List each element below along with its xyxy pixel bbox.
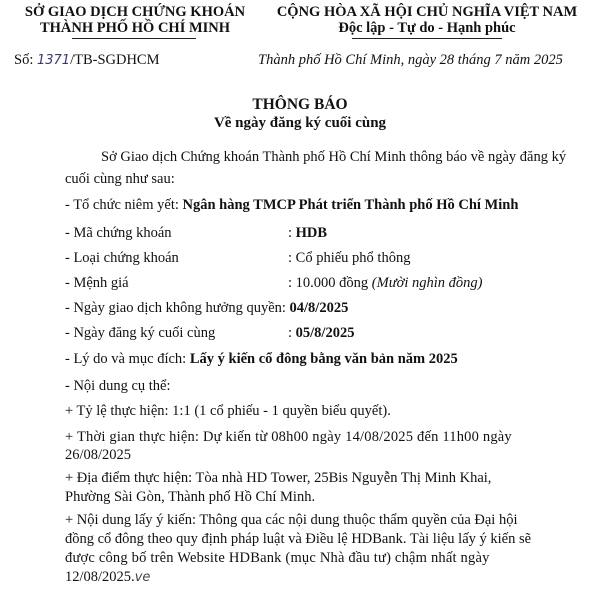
- purpose-row: [65, 351, 458, 368]
- notice-title: THÔNG BÁO: [252, 96, 348, 113]
- security-code-value: HDB: [295, 225, 328, 241]
- national-motto: [262, 4, 592, 36]
- nation-line-2: Độc lập - Tự do - Hạnh phúc: [338, 20, 516, 36]
- security-code-separator: :: [288, 225, 293, 241]
- record-date-row: [288, 325, 354, 342]
- venue-line-1: + Địa điểm thực hiện: Tòa nhà HD Tower, 25Bis Nguyễn Thị Minh Khai,: [65, 470, 492, 486]
- issuer-value: Ngân hàng TMCP Phát triển Thành phố Hồ Chí Minh: [182, 197, 519, 213]
- ex-right-date-label: - Ngày giao dịch không hưởng quyền:: [65, 300, 286, 316]
- par-value-label: - Mệnh giá: [65, 275, 129, 291]
- consultation-line-2: đồng cổ đông theo quy định pháp luật và Điều lệ HDBank. Tài liệu lấy ý kiến sẽ: [65, 531, 532, 547]
- security-code-label: - Mã chứng khoán: [65, 225, 172, 241]
- handwritten-initial: ve: [134, 570, 151, 585]
- record-date-label: - Ngày đăng ký cuối cùng: [65, 325, 216, 341]
- intro-line-1: Sở Giao dịch Chứng khoán Thành phố Hồ Chí Minh thông báo về ngày đăng ký: [101, 149, 567, 165]
- record-date-separator: :: [288, 325, 293, 341]
- intro-line-2: cuối cùng như sau:: [65, 171, 175, 187]
- ex-right-date-value: 04/8/2025: [289, 300, 349, 316]
- issuer-row: [65, 197, 518, 214]
- org-line-2: THÀNH PHỐ HỒ CHÍ MINH: [39, 20, 231, 36]
- ratio-line: + Tỷ lệ thực hiện: 1:1 (1 cổ phiếu - 1 quyền biểu quyết).: [65, 403, 391, 419]
- doc-number-suffix: /TB-SGDHCM: [70, 52, 160, 68]
- issuer-label: - Tổ chức niêm yết:: [65, 197, 179, 213]
- purpose-label: - Lý do và mục đích:: [65, 351, 187, 367]
- time-line-2: 26/08/2025: [65, 447, 132, 463]
- doc-number-handwritten: 1371: [36, 53, 71, 68]
- par-value-in-words: (Mười nghìn đồng): [371, 275, 483, 291]
- par-value-row: [288, 275, 482, 292]
- ex-right-date-row: [65, 300, 348, 317]
- venue-line-2: Phường Sài Gòn, Thành phố Hồ Chí Minh.: [65, 489, 316, 505]
- consultation-line-3: được công bố trên Website HDBank (mục Nhà đầu tư) chậm nhất ngày: [65, 550, 490, 566]
- security-code-row: [288, 225, 327, 242]
- org-underline: [72, 38, 196, 39]
- record-date-value: 05/8/2025: [295, 325, 355, 341]
- notice-subtitle: Về ngày đăng ký cuối cùng: [213, 115, 387, 131]
- place-and-date: Thành phố Hồ Chí Minh, ngày 28 tháng 7 năm 2025: [258, 52, 563, 68]
- document-number: [14, 52, 160, 69]
- consultation-line-1: + Nội dung lấy ý kiến: Thông qua các nội dung thuộc thẩm quyền của Đại hội: [65, 512, 518, 528]
- par-value-amount: : 10.000 đồng: [288, 275, 369, 291]
- purpose-value: Lấy ý kiến cổ đông bằng văn bản năm 2025: [189, 351, 458, 367]
- security-type-value: : Cổ phiếu phổ thông: [288, 250, 411, 266]
- content-label: - Nội dung cụ thể:: [65, 378, 171, 394]
- time-line-1: + Thời gian thực hiện: Dự kiến từ 08h00 ngày 14/08/2025 đến 11h00 ngày: [65, 429, 512, 445]
- motto-underline: [352, 38, 502, 39]
- consultation-deadline: 12/08/2025.: [65, 569, 135, 585]
- security-type-label: - Loại chứng khoán: [65, 250, 179, 266]
- org-line-1: SỞ GIAO DỊCH CHỨNG KHOÁN: [24, 4, 246, 20]
- consultation-line-4: [65, 569, 150, 586]
- doc-number-prefix: Số:: [14, 52, 34, 68]
- issuing-organization: [10, 4, 260, 36]
- nation-line-1: CỘNG HÒA XÃ HỘI CHỦ NGHĨA VIỆT NAM: [276, 4, 578, 20]
